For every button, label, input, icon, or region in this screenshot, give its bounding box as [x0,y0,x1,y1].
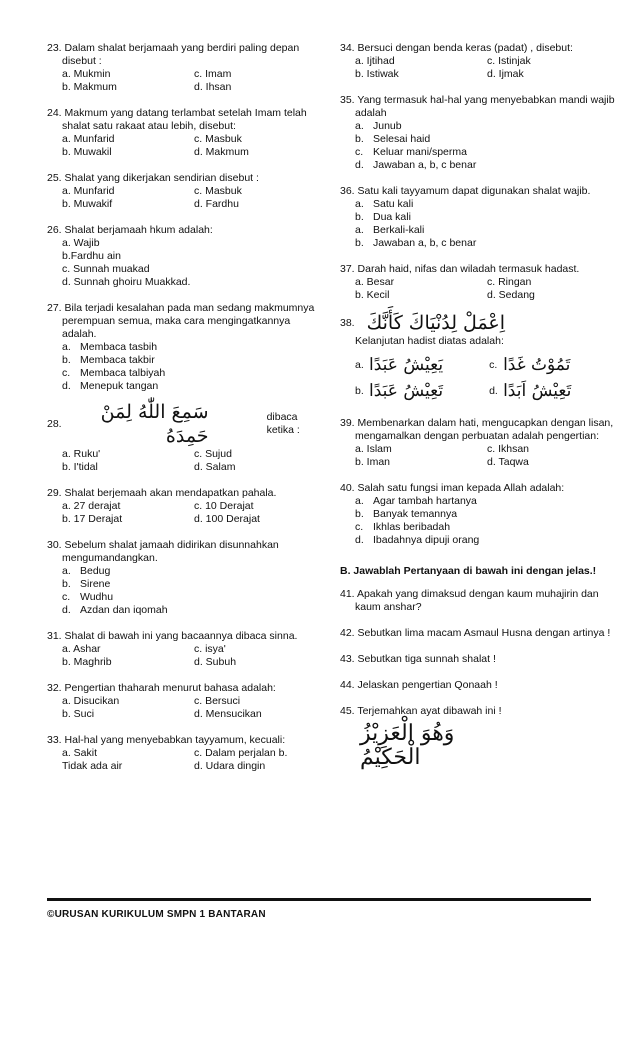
question-text: Sebutkan lima macam Asmaul Husna dengan artinya ! [357,627,611,639]
question-text-cont: perempuan semua, maka cara mengingatkannya [62,315,291,327]
option[interactable]: Tidak ada air [62,760,123,772]
question-text: Dalam shalat berjamaah yang berdiri paling depan [64,42,300,54]
question-31 [47,630,327,669]
option[interactable]: c. Sunnah muakad [62,263,150,275]
question-text: Makmum yang datang terlambat setelah Imam telah [64,107,307,119]
question-number: 29. [47,487,62,499]
option[interactable]: b. Sirene [62,578,111,590]
arabic-text: تَعِيْشُ اَبَدًا [503,381,572,401]
option[interactable]: b. Selesai haid [355,133,431,145]
option[interactable]: a. Wajib [62,237,100,249]
options [47,747,327,773]
question-text-cont: disebut : [62,55,102,67]
options [340,198,600,250]
question-26 [47,224,327,289]
option[interactable]: a. Membaca tasbih [62,341,158,353]
option[interactable]: b. Iman [355,456,391,468]
option[interactable]: b. تَعِيْشُ عَبَدًا [355,381,444,401]
option[interactable]: d. Taqwa [487,456,529,468]
option[interactable]: d. Salam [194,461,236,473]
option[interactable]: d. Subuh [194,656,237,668]
option[interactable]: d. Menepuk tangan [62,380,159,392]
option[interactable]: c. 10 Derajat [194,500,254,512]
option[interactable]: a. Munfarid [62,185,115,197]
question-number: 34. [340,42,355,54]
option[interactable]: d. Fardhu [194,198,239,210]
option[interactable]: b. I'tidal [62,461,98,473]
question-number: 35. [340,94,355,106]
question-36 [340,185,600,250]
option[interactable]: a. Ashar [62,643,101,655]
question-38 [340,311,600,404]
options [47,500,327,526]
question-number: 32. [47,682,62,694]
question-number: 45. [340,705,355,717]
option[interactable]: d. Udara dingin [194,760,266,772]
question-number: 25. [47,172,62,184]
options [47,237,327,289]
option[interactable]: d. Mensucikan [194,708,262,720]
question-44 [340,679,600,692]
option[interactable]: c. Masbuk [194,133,242,145]
options [47,185,327,211]
question-text-cont: adalah. [62,328,97,340]
options [340,120,600,172]
options [340,276,600,302]
option[interactable]: d. Azdan dan iqomah [62,604,168,616]
options [340,55,600,81]
question-number: 36. [340,185,355,197]
option[interactable]: a. Junub [355,120,402,132]
arabic-text: اِعْمَلْ لِدُنْيَاكَ كَأَنَّكَ [366,312,506,334]
option[interactable]: d. Ibadahnya dipuji orang [355,534,480,546]
question-text: Jelaskan pengertian Qonaah ! [357,679,498,691]
footer-credit: ©URUSAN KURIKULUM SMPN 1 BANTARAN [47,909,266,920]
question-text: Kelanjutan hadist diatas adalah: [355,335,504,347]
question-number: 37. [340,263,355,275]
right-column [340,42,615,783]
option[interactable]: d. Ijmak [487,68,524,80]
question-35 [340,94,615,172]
question-text: Hal-hal yang menyebabkan tayyamum, kecuali: [64,734,286,746]
option[interactable]: b. Membaca takbir [62,354,155,366]
option[interactable]: d. Makmum [194,146,249,158]
option[interactable]: c. Masbuk [194,185,242,197]
options [47,133,327,159]
option[interactable]: b. Muwakif [62,198,113,210]
option[interactable]: a. Satu kali [355,198,414,210]
option[interactable]: c. Istinjak [487,55,531,67]
question-text: Membenarkan dalam hati, mengucapkan dengan lisan, [357,417,614,429]
question-number: 31. [47,630,62,642]
option[interactable]: c. Ringan [487,276,532,288]
question-text-cont: mengumandangkan. [62,552,158,564]
question-28 [47,400,327,474]
arabic-text: تَمُوْتُ غَدًا [503,355,571,375]
options [47,695,327,721]
option[interactable]: a. 27 derajat [62,500,121,512]
arabic-text: سَمِعَ اللّٰهُ لِمَنْ حَمِدَهُ [100,401,209,447]
question-number: 41. [340,588,355,600]
question-34 [340,42,600,81]
options [47,68,327,94]
option[interactable]: c. Ikhlas beribadah [355,521,451,533]
option[interactable]: c. تَمُوْتُ غَدًا [489,355,571,375]
question-number: 43. [340,653,355,665]
option[interactable]: b. 17 Derajat [62,513,123,525]
option[interactable]: d. 100 Derajat [194,513,260,525]
option[interactable]: b. Muwakil [62,146,112,158]
question-text: Bila terjadi kesalahan pada man sedang makmumnya [64,302,315,314]
section-b-heading: B. Jawablah Pertanyaan di bawah ini dengan jelas.! [340,565,597,577]
option[interactable]: a. Ijtihad [355,55,395,67]
question-24 [47,107,327,159]
option[interactable]: b. Banyak temannya [355,508,458,520]
question-text: Shalat berjemaah akan mendapatkan pahala. [64,487,277,499]
question-text: Pengertian thaharah menurut bahasa adalah: [64,682,276,694]
question-text: Sebelum shalat jamaah didirikan disunnahkan [64,539,279,551]
options [340,352,600,404]
options [47,341,327,393]
question-43 [340,653,600,666]
question-text: Terjemahkan ayat dibawah ini ! [357,705,502,717]
question-number: 23. [47,42,62,54]
question-text-cont: kaum anshar? [355,601,422,613]
question-number: 38. [340,316,355,329]
option[interactable]: b. Maghrib [62,656,112,668]
question-text: Apakah yang dimaksud dengan kaum muhajirin dan [356,588,599,600]
question-39 [340,417,614,469]
option[interactable]: a. Bedug [62,565,111,577]
option[interactable]: b. Jawaban a, b, c benar [355,237,477,249]
option[interactable]: a. Agar tambah hartanya [355,495,477,507]
option[interactable]: a. Munfarid [62,133,115,145]
option[interactable]: d. Sedang [487,289,535,301]
option[interactable]: a. Mukmin [62,68,111,80]
option[interactable]: b.Fardhu ain [62,250,121,262]
question-text-cont: shalat satu rakaat atau lebih, disebut: [62,120,236,132]
question-number: 42. [340,627,355,639]
question-number: 26. [47,224,62,236]
question-33 [47,734,327,773]
option[interactable]: a. Berkali-kali [355,224,425,236]
option[interactable]: c. Ikhsan [487,443,530,455]
arabic-text: تَعِيْشُ عَبَدًا [369,381,444,401]
option[interactable]: c. Bersuci [194,695,241,707]
options [47,565,327,617]
question-text: Sebutkan tiga sunnah shalat ! [357,653,496,665]
question-30 [47,539,327,617]
option[interactable]: b. Istiwak [355,68,399,80]
left-column [47,42,327,786]
question-text: dibaca ketika : [266,411,300,436]
question-41 [340,588,600,614]
option[interactable]: d. Ihsan [194,81,232,93]
options [340,495,600,547]
question-number: 44. [340,679,355,691]
option[interactable]: b. Makmum [62,81,117,93]
option[interactable]: d. Sunnah ghoiru Muakkad. [62,276,191,288]
question-number: 27. [47,302,62,314]
option[interactable]: c. Sujud [194,448,232,460]
option[interactable]: c. Imam [194,68,232,80]
option[interactable]: c. Keluar mani/sperma [355,146,467,158]
option[interactable]: b. Kecil [355,289,390,301]
question-25 [47,172,327,211]
option[interactable]: d. Jawaban a, b, c benar [355,159,477,171]
question-23 [47,42,327,94]
option[interactable]: c. Dalam perjalan b. [194,747,288,759]
question-40 [340,482,600,547]
question-text: Darah haid, nifas dan wiladah termasuk hadast. [357,263,580,275]
question-27 [47,302,327,393]
option[interactable]: b. Dua kali [355,211,411,223]
question-number: 40. [340,482,355,494]
question-29 [47,487,327,526]
option[interactable]: b. Suci [62,708,95,720]
option[interactable]: a. Islam [355,443,392,455]
option[interactable]: c. Membaca talbiyah [62,367,166,379]
question-number: 33. [47,734,62,746]
question-number: 24. [47,107,62,119]
question-42 [340,627,611,640]
question-number: 39. [340,417,355,429]
footer-divider [47,898,591,901]
question-text: Shalat di bawah ini yang bacaannya dibaca sinna. [64,630,298,642]
question-text: Salah satu fungsi iman kepada Allah adalah: [357,482,565,494]
option[interactable]: c. isya' [194,643,226,655]
question-number: 28. [47,417,62,430]
option[interactable]: a. Disucikan [62,695,120,707]
question-text: Bersuci dengan benda keras (padat) , disebut: [357,42,573,54]
arabic-text: يَعِيْشُ عَبَدًا [369,355,444,375]
option[interactable]: d. تَعِيْشُ اَبَدًا [489,381,572,401]
question-37 [340,263,600,302]
question-text-cont: mengamalkan dengan perbuatan adalah pengertian: [355,430,600,442]
question-number: 30. [47,539,62,551]
option[interactable]: a. Besar [355,276,395,288]
option[interactable]: a. Ruku' [62,448,101,460]
options [340,443,600,469]
options [47,643,327,669]
question-32 [47,682,327,721]
question-text: Shalat yang dikerjakan sendirian disebut : [64,172,259,184]
question-45 [340,705,600,770]
option[interactable]: c. Wudhu [62,591,114,603]
quran-verse: وَهُوَ الْعَزِيْزُ الْحَكِيْمُ [360,721,455,770]
option[interactable]: a. يَعِيْشُ عَبَدًا [355,355,444,375]
option[interactable]: a. Sakit [62,747,98,759]
question-text: Yang termasuk hal-hal yang menyebabkan mandi wajib [357,94,615,106]
options [47,448,327,474]
question-text-cont: adalah [355,107,387,119]
question-text: Shalat berjamaah hkum adalah: [64,224,213,236]
question-text: Satu kali tayyamum dapat digunakan shalat wajib. [357,185,591,197]
